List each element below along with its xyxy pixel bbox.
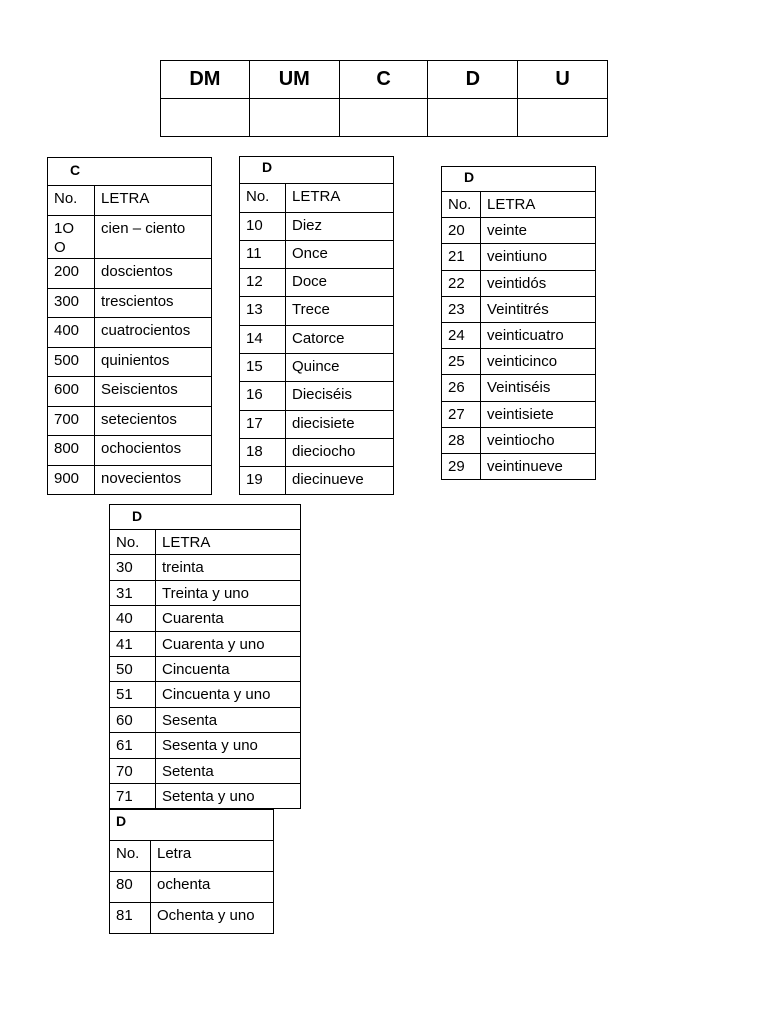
row-word: Veintitrés xyxy=(481,296,596,322)
blank-cell-d[interactable] xyxy=(428,99,518,137)
row-word: cuatrocientos xyxy=(95,318,212,348)
row-word: veinte xyxy=(481,218,596,244)
blank-cell-dm[interactable] xyxy=(161,99,250,137)
col-header-letra: LETRA xyxy=(481,192,596,218)
row-word: veinticinco xyxy=(481,349,596,375)
col-header-letra: Letra xyxy=(151,841,274,872)
row-number: 23 xyxy=(442,296,481,322)
row-word: ochenta xyxy=(151,872,274,903)
table-title: D xyxy=(110,505,301,530)
row-word: Catorce xyxy=(286,325,394,353)
row-word: setecientos xyxy=(95,406,212,436)
row-number: 60 xyxy=(110,707,156,732)
row-number: 200 xyxy=(48,259,95,289)
row-word: veinticuatro xyxy=(481,322,596,348)
row-number: 10 xyxy=(240,212,286,240)
col-header-no: No. xyxy=(110,530,156,555)
col-header-no: No. xyxy=(48,186,95,216)
table-title: D xyxy=(240,157,394,184)
header-dm: DM xyxy=(161,61,250,99)
row-word: dieciocho xyxy=(286,438,394,466)
row-number: 300 xyxy=(48,288,95,318)
header-u: U xyxy=(518,61,608,99)
row-number: 27 xyxy=(442,401,481,427)
row-word: treinta xyxy=(156,555,301,580)
row-number: 70 xyxy=(110,758,156,783)
row-number: 400 xyxy=(48,318,95,348)
row-number: 29 xyxy=(442,453,481,479)
row-word: Dieciséis xyxy=(286,382,394,410)
col-header-letra: LETRA xyxy=(95,186,212,216)
row-number: 15 xyxy=(240,353,286,381)
row-number: 12 xyxy=(240,269,286,297)
row-number: 22 xyxy=(442,270,481,296)
col-header-no: No. xyxy=(110,841,151,872)
row-word: Cuarenta xyxy=(156,606,301,631)
table-title: D xyxy=(442,167,596,192)
row-number: 16 xyxy=(240,382,286,410)
blank-cell-c[interactable] xyxy=(339,99,428,137)
table-d-tens xyxy=(109,504,301,809)
row-word: Doce xyxy=(286,269,394,297)
row-number: 700 xyxy=(48,406,95,436)
row-word: veintidós xyxy=(481,270,596,296)
row-number: 50 xyxy=(110,656,156,681)
blank-cell-um[interactable] xyxy=(249,99,339,137)
row-number: 17 xyxy=(240,410,286,438)
row-word: cien – ciento xyxy=(95,216,212,259)
row-number: 21 xyxy=(442,244,481,270)
row-word: Diez xyxy=(286,212,394,240)
row-word: Treinta y uno xyxy=(156,580,301,605)
row-word: Once xyxy=(286,240,394,268)
row-word: Cincuenta xyxy=(156,656,301,681)
row-number: 41 xyxy=(110,631,156,656)
table-d-teens xyxy=(239,156,394,495)
row-word: Cincuenta y uno xyxy=(156,682,301,707)
row-word: veintiocho xyxy=(481,427,596,453)
table-c xyxy=(47,157,212,495)
row-number: 31 xyxy=(110,580,156,605)
row-word: Seiscientos xyxy=(95,377,212,407)
row-word: veintiuno xyxy=(481,244,596,270)
header-um: UM xyxy=(249,61,339,99)
row-number: 61 xyxy=(110,733,156,758)
place-value-table xyxy=(160,60,608,137)
row-number: 51 xyxy=(110,682,156,707)
row-number: 80 xyxy=(110,872,151,903)
row-word: doscientos xyxy=(95,259,212,289)
row-number: 11 xyxy=(240,240,286,268)
row-word: Ochenta y uno xyxy=(151,903,274,934)
col-header-letra: LETRA xyxy=(156,530,301,555)
row-number: 500 xyxy=(48,347,95,377)
row-word: ochocientos xyxy=(95,436,212,466)
row-number: 18 xyxy=(240,438,286,466)
table-title: C xyxy=(48,158,212,186)
table-d-eighties xyxy=(109,809,274,934)
row-number: 28 xyxy=(442,427,481,453)
row-number: 14 xyxy=(240,325,286,353)
row-word: diecinueve xyxy=(286,467,394,495)
row-word: Veintiséis xyxy=(481,375,596,401)
row-word: Setenta xyxy=(156,758,301,783)
row-number: 30 xyxy=(110,555,156,580)
row-word: Trece xyxy=(286,297,394,325)
row-number: 20 xyxy=(442,218,481,244)
row-number: 71 xyxy=(110,783,156,808)
row-word: quinientos xyxy=(95,347,212,377)
row-number: 600 xyxy=(48,377,95,407)
row-word: Sesenta y uno xyxy=(156,733,301,758)
row-word: diecisiete xyxy=(286,410,394,438)
row-word: veintinueve xyxy=(481,453,596,479)
blank-cell-u[interactable] xyxy=(518,99,608,137)
row-word: Quince xyxy=(286,353,394,381)
header-c: C xyxy=(339,61,428,99)
row-number: 25 xyxy=(442,349,481,375)
col-header-no: No. xyxy=(442,192,481,218)
row-number: 40 xyxy=(110,606,156,631)
row-number: 24 xyxy=(442,322,481,348)
row-number: 1O O xyxy=(48,216,95,259)
row-number: 81 xyxy=(110,903,151,934)
row-number: 13 xyxy=(240,297,286,325)
row-word: Sesenta xyxy=(156,707,301,732)
row-word: novecientos xyxy=(95,465,212,495)
row-number: 19 xyxy=(240,467,286,495)
col-header-letra: LETRA xyxy=(286,184,394,213)
row-number: 800 xyxy=(48,436,95,466)
row-word: Cuarenta y uno xyxy=(156,631,301,656)
row-number: 26 xyxy=(442,375,481,401)
row-word: trescientos xyxy=(95,288,212,318)
row-number: 900 xyxy=(48,465,95,495)
col-header-no: No. xyxy=(240,184,286,213)
row-word: Setenta y uno xyxy=(156,783,301,808)
row-word: veintisiete xyxy=(481,401,596,427)
header-d: D xyxy=(428,61,518,99)
table-d-twenties xyxy=(441,166,596,480)
table-title: D xyxy=(110,810,274,841)
